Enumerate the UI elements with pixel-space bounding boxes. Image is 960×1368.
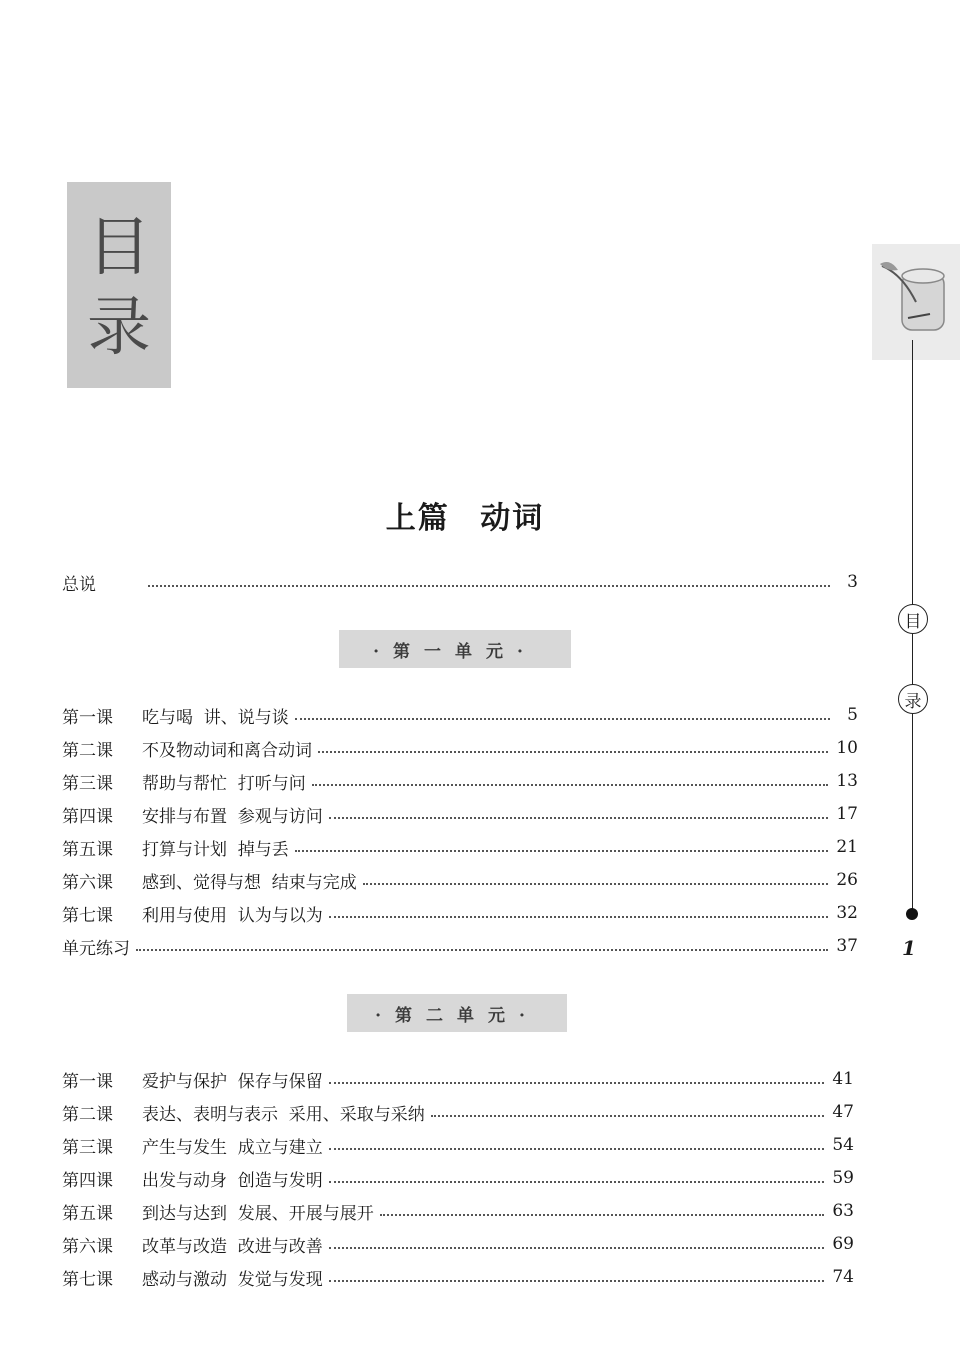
lesson-number: 第三课 — [62, 1137, 113, 1158]
unit-banner: ·第二单元· — [347, 994, 567, 1032]
scroll-quill-icon — [872, 244, 960, 360]
toc-entry-intro[interactable] — [62, 567, 858, 597]
leader-dots — [329, 817, 829, 819]
leader-dots — [329, 1181, 825, 1183]
leader-dots — [380, 1214, 825, 1216]
toc-entry[interactable] — [62, 1196, 854, 1226]
toc-entry[interactable] — [62, 1229, 854, 1259]
toc-page-number: 63 — [832, 1201, 854, 1221]
lesson-topic: 出发与动身 创造与发明 — [142, 1170, 323, 1191]
lesson-number: 第一课 — [62, 1071, 113, 1092]
leader-dots — [329, 916, 829, 918]
toc-title-char: 录 — [87, 291, 151, 365]
lesson-number: 第七课 — [62, 905, 113, 926]
toc-page-number: 47 — [832, 1102, 854, 1122]
toc-page-number: 37 — [836, 936, 858, 956]
toc-entry[interactable] — [62, 1097, 854, 1127]
lesson-topic: 产生与发生 成立与建立 — [142, 1137, 323, 1158]
lesson-number: 第六课 — [62, 872, 113, 893]
leader-dots — [295, 850, 829, 852]
leader-dots — [329, 1280, 825, 1282]
lesson-topic: 安排与布置 参观与访问 — [142, 806, 323, 827]
leader-dots — [312, 784, 829, 786]
leader-dots — [329, 1247, 825, 1249]
lesson-topic: 利用与使用 认为与以为 — [142, 905, 323, 926]
lesson-number: 第七课 — [62, 1269, 113, 1290]
toc-entry[interactable] — [62, 700, 858, 730]
lesson-topic: 不及物动词和离合动词 — [142, 740, 312, 761]
toc-page-number: 74 — [832, 1267, 854, 1287]
toc-entry-exercise[interactable] — [62, 931, 858, 961]
leader-dots — [136, 949, 828, 951]
toc-entry[interactable] — [62, 766, 858, 796]
lesson-number: 第二课 — [62, 1104, 113, 1125]
page-number: 1 — [902, 936, 916, 960]
toc-entry[interactable] — [62, 1163, 854, 1193]
lesson-number: 第一课 — [62, 707, 113, 728]
toc-entry[interactable] — [62, 898, 858, 928]
toc-page-number: 17 — [836, 804, 858, 824]
leader-dots — [318, 751, 828, 753]
lesson-number: 第六课 — [62, 1236, 113, 1257]
lesson-number: 第五课 — [62, 1203, 113, 1224]
toc-entry[interactable] — [62, 865, 858, 895]
leader-dots — [329, 1148, 825, 1150]
lesson-topic: 帮助与帮忙 打听与问 — [142, 773, 306, 794]
lesson-topic: 到达与达到 发展、开展与展开 — [142, 1203, 374, 1224]
toc-entry[interactable] — [62, 1130, 854, 1160]
toc-title-block — [67, 182, 171, 388]
toc-entry[interactable] — [62, 1262, 854, 1292]
side-tab-dot — [906, 908, 918, 920]
leader-dots — [363, 883, 829, 885]
lesson-topic: 改革与改造 改进与改善 — [142, 1236, 323, 1257]
side-tab-char: 录 — [898, 684, 928, 714]
toc-entry[interactable] — [62, 1064, 854, 1094]
leader-dots — [148, 585, 830, 587]
toc-page-number: 3 — [847, 572, 858, 592]
toc-page-number: 59 — [832, 1168, 854, 1188]
lesson-topic: 打算与计划 掉与丢 — [142, 839, 289, 860]
side-tab-char: 目 — [898, 604, 928, 634]
toc-title-char: 目 — [87, 211, 151, 285]
lesson-topic: 感到、觉得与想 结束与完成 — [142, 872, 357, 893]
toc-page-number: 69 — [832, 1234, 854, 1254]
lesson-topic: 吃与喝 讲、说与谈 — [142, 707, 289, 728]
toc-entry[interactable] — [62, 832, 858, 862]
leader-dots — [431, 1115, 825, 1117]
lesson-number: 第五课 — [62, 839, 113, 860]
leader-dots — [295, 718, 830, 720]
toc-page-number: 32 — [836, 903, 858, 923]
lesson-number: 第四课 — [62, 1170, 113, 1191]
leader-dots — [329, 1082, 825, 1084]
toc-page-number: 41 — [832, 1069, 854, 1089]
toc-page-number: 10 — [836, 738, 858, 758]
toc-entry[interactable] — [62, 733, 858, 763]
toc-page-number: 13 — [836, 771, 858, 791]
toc-entry-label: 总说 — [62, 574, 96, 595]
lesson-topic: 爱护与保护 保存与保留 — [142, 1071, 323, 1092]
lesson-number: 第三课 — [62, 773, 113, 794]
unit-banner: ·第一单元· — [339, 630, 571, 668]
lesson-number: 第二课 — [62, 740, 113, 761]
scroll-quill-illustration — [872, 244, 960, 360]
toc-page-number: 26 — [836, 870, 858, 890]
toc-page-number: 21 — [836, 837, 858, 857]
lesson-number: 第四课 — [62, 806, 113, 827]
toc-entry-label: 单元练习 — [62, 938, 130, 959]
part-title: 上篇 动词 — [385, 501, 545, 536]
toc-page-number: 54 — [832, 1135, 854, 1155]
lesson-topic: 感动与激动 发觉与发现 — [142, 1269, 323, 1290]
toc-entry[interactable] — [62, 799, 858, 829]
lesson-topic: 表达、表明与表示 采用、采取与采纳 — [142, 1104, 425, 1125]
toc-page-number: 5 — [847, 705, 858, 725]
